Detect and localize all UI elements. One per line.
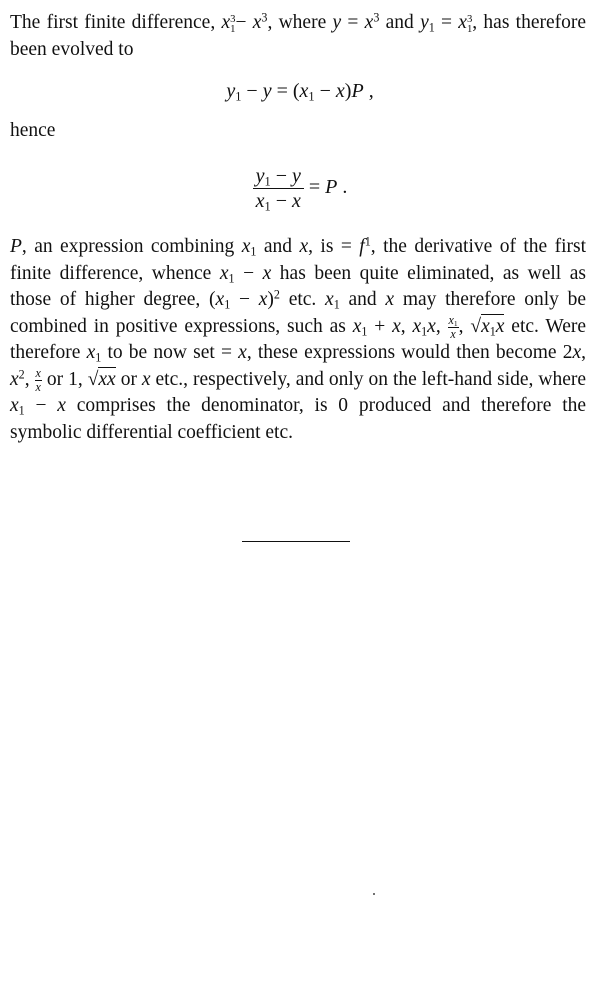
hence-text: hence — [10, 120, 56, 141]
body-text: to be now set = — [107, 342, 232, 364]
fraction-x-over-x: $\frac{x}{x}$ — [35, 366, 41, 394]
body-text: and — [348, 289, 377, 310]
body-text: , an expression combining — [21, 236, 235, 257]
sqrt-x1x: $√x_1x$ — [470, 315, 505, 338]
body-text: , the derivative of the first finite difference, whence — [10, 236, 587, 284]
equation-quotient: $\frac{y_1 - y}{x_1 - x}$ = P . — [0, 164, 600, 213]
body-text: comprises the denominator, is 0 produced and therefore the symbolic differential coefficient etc. — [10, 395, 587, 443]
body-text: may therefore only be combined in positive expressions, such as — [10, 289, 587, 337]
body-text: etc. Were therefore — [10, 315, 587, 364]
print-speck — [373, 893, 375, 895]
intro-text: The first finite difference, — [10, 12, 216, 33]
body-text: or — [120, 368, 137, 390]
intro-text: and — [385, 12, 414, 33]
intro-paragraph: The first finite difference, x 3 1 − $x^3$, where $y = x^3$ and $y_1 = x$ 3 1 , has therefore been evolved to — [10, 10, 587, 60]
body-text: etc. — [288, 289, 317, 310]
body-text: has been quite eliminated, as well as those of higher degree, — [10, 262, 587, 310]
equation-difference: $y_1 - y = (x_1 - x)P$ , — [226, 80, 374, 104]
intro-text: , has therefore been evolved to — [10, 12, 587, 60]
fraction-x1-over-x: $\frac{x_1}{x}$ — [448, 312, 458, 341]
section-divider — [242, 541, 350, 542]
body-text: , is = — [308, 236, 352, 257]
intro-text: , where — [267, 12, 327, 33]
sqrt-xx: √xx — [87, 368, 116, 390]
body-text: etc., respectively, and only on the left-hand side, where — [155, 368, 587, 390]
equation-punct: , — [368, 80, 374, 102]
body-text: and — [263, 236, 293, 257]
body-text: or 1, — [46, 368, 83, 390]
body-text: , these expressions would then become 2 — [246, 342, 573, 364]
equation-punct: . — [342, 176, 348, 199]
body-paragraph: P, an expression combining $x_1$ and x, is = $f^1$, the derivative of the first finite difference, whence $x_1 - x$ has been quite eliminated, as well as those of higher degree, $(x_1 - x)^2$ etc. $x_1$ and x may therefore only be combined in positive expressions, such as $x_1 + x$, $x_1x$, $\frac{x_1}{x}$ , $√x_1x$ etc. Were therefore $x_1$ to be now set = x, these expressions would then become 2x, $x^2$, $\frac{x}{x}$ or 1, √xx or x etc., respectively, and only on the left-hand side, where $x_1 - x$ comprises the denominator, is 0 produced and therefore the symbolic differential coefficient etc. — [10, 234, 587, 443]
difference-quotient: $\frac{y_1 - y}{x_1 - x}$ — [253, 164, 304, 213]
